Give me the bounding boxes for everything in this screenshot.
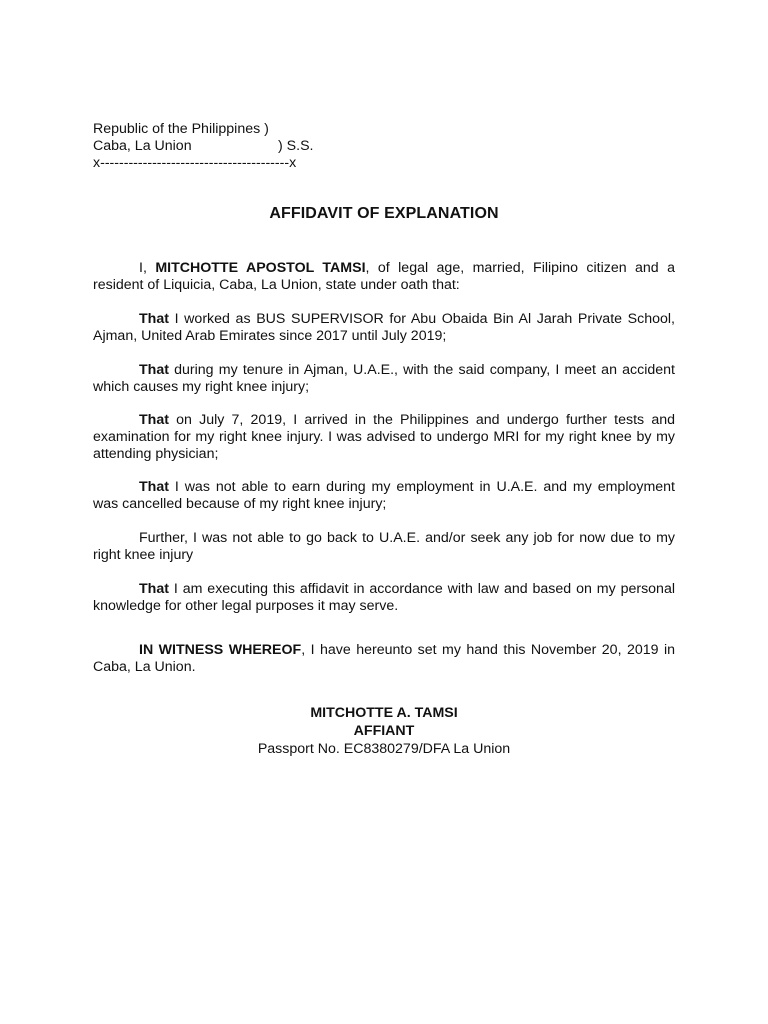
p4-rest: on July 7, 2019, I arrived in the Philippines and undergo further tests and examination for my right knee injury. I was advised to undergo MRI for my right knee by my attending physician; <box>93 412 675 462</box>
venue-country-line: Republic of the Philippines ) <box>93 121 269 137</box>
passport-number: Passport No. EC8380279/DFA La Union <box>257 741 511 757</box>
p2-lead: That <box>139 311 169 327</box>
affiant-name: MITCHOTTE A. TAMSI <box>310 705 458 721</box>
p5-lead: That <box>139 479 169 495</box>
p3-rest: during my tenure in Ajman, U.A.E., with the said company, I meet an accident which causes my right knee injury; <box>93 362 675 395</box>
p4-lead: That <box>139 412 169 428</box>
document-title: AFFIDAVIT OF EXPLANATION <box>269 205 499 222</box>
p7-rest: I am executing this affidavit in accordance with law and based on my personal knowledge for other legal purposes it may serve. <box>93 581 675 614</box>
paragraph-identity <box>93 260 675 294</box>
venue-city-line <box>93 138 314 155</box>
affiant-role: AFFIANT <box>353 723 415 739</box>
p8-rest: , I have hereunto set my hand this November 20, 2019 in Caba, La Union. <box>93 642 675 675</box>
venue-block <box>93 121 314 172</box>
paragraph-further: Further, I was not able to go back to U.A.E. and/or seek any job for now due to my right knee injury <box>93 530 675 563</box>
paragraph-earnings <box>93 479 675 513</box>
p1-lead: I, <box>139 260 156 276</box>
paragraph-purpose <box>93 581 675 615</box>
p1-rest: , of legal age, married, Filipino citizen and a resident of Liquicia, Caba, La Union, state under oath that: <box>93 260 676 293</box>
venue-ss: ) S.S. <box>278 138 314 154</box>
p8-lead: IN WITNESS WHEREOF <box>139 642 302 658</box>
paragraph-arrival <box>93 412 675 463</box>
p5-rest: I was not able to earn during my employment in U.A.E. and my employment was cancelled because of my right knee injury; <box>93 479 675 512</box>
p2-rest: I worked as BUS SUPERVISOR for Abu Obaida Bin Al Jarah Private School, Ajman, United Arab Emirates since 2017 until July 2019; <box>93 311 675 344</box>
venue-city: Caba, La Union <box>93 138 192 154</box>
paragraph-accident <box>93 362 675 396</box>
p7-lead: That <box>139 581 169 597</box>
p3-lead: That <box>139 362 169 378</box>
affidavit-body <box>93 260 675 676</box>
signature-block <box>0 704 768 758</box>
paragraph-witness <box>93 642 675 676</box>
paragraph-employment <box>93 311 675 345</box>
venue-separator: x----------------------------------------x <box>93 155 297 171</box>
p1-name: MITCHOTTE APOSTOL TAMSI <box>155 260 366 276</box>
